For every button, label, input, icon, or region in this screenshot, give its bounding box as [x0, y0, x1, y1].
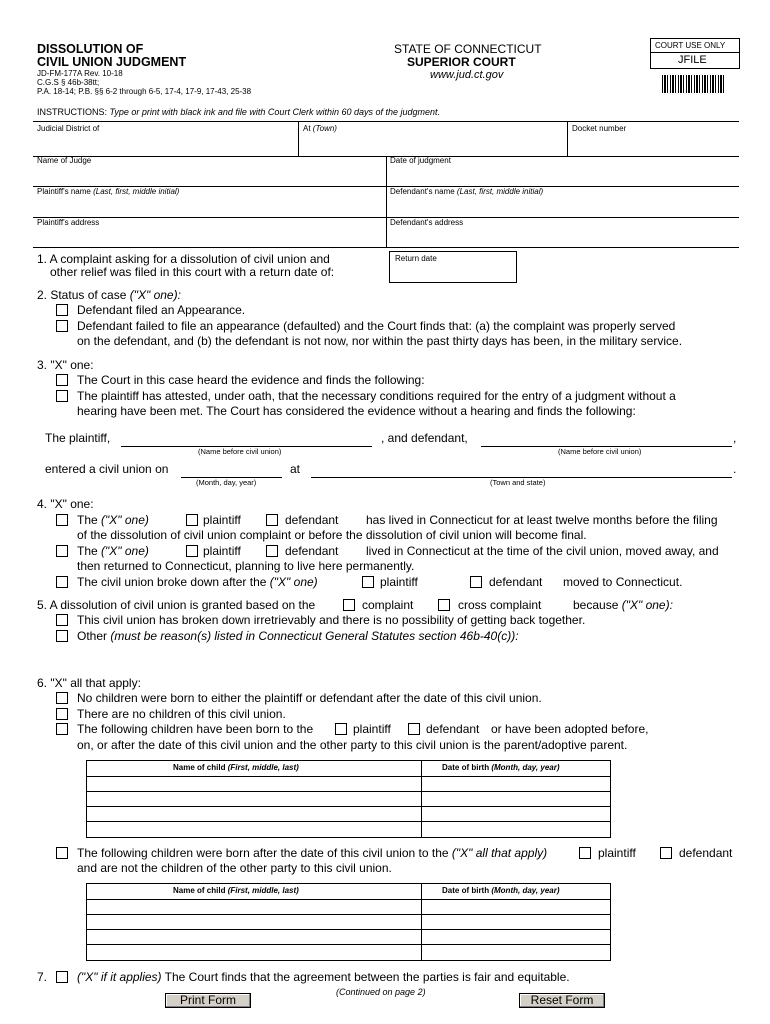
- s4-r3-plaintiff-checkbox[interactable]: [362, 576, 374, 588]
- at-town-label: At (Town): [303, 124, 337, 133]
- s6-opt4-defendant-checkbox[interactable]: [660, 847, 672, 859]
- return-date-label: Return date: [395, 254, 437, 263]
- s3-opt1: The Court in this case heard the evidence and finds the following:: [77, 373, 425, 387]
- s2-opt2a: Defendant failed to file an appearance (defaulted) and the Court finds that: (a) the complaint was properly served: [77, 319, 676, 333]
- court-name: SUPERIOR COURT: [407, 55, 516, 69]
- s1-line2: other relief was filed in this court with a return date of:: [50, 265, 335, 279]
- s4-r2-checkbox[interactable]: [56, 545, 68, 557]
- print-form-button[interactable]: Print Form: [165, 993, 251, 1008]
- s3-and-defendant: , and defendant,: [381, 431, 468, 445]
- s4-r1-defendant: defendant: [285, 513, 339, 527]
- court-use-label: COURT USE ONLY: [655, 41, 726, 50]
- state-name: STATE OF CONNECTICUT: [394, 42, 542, 56]
- children-table-2: [86, 883, 611, 961]
- s5-broken-down-checkbox[interactable]: [56, 614, 68, 626]
- s3-period: .: [733, 462, 737, 476]
- s6-opt4-defendant: defendant: [679, 846, 733, 860]
- jfile-label: JFILE: [678, 54, 707, 66]
- return-date-field[interactable]: [389, 251, 517, 283]
- s3-entered: entered a civil union on: [45, 462, 169, 476]
- plaintiff-address-label: Plaintiff's address: [37, 218, 100, 227]
- s4-r3-checkbox[interactable]: [56, 576, 68, 588]
- s4-r2b: then returned to Connecticut, planning to live here permanently.: [77, 559, 415, 573]
- defendant-name-hint: (Name before civil union): [558, 447, 642, 456]
- s4-r1-plaintiff-checkbox[interactable]: [186, 514, 198, 526]
- s6-no-children-born-checkbox[interactable]: [56, 692, 68, 704]
- s4-r2-plaintiff: plaintiff: [203, 544, 241, 558]
- s6-opt4a: The following children were born after the date of this civil union to the ("X" all that apply): [77, 846, 548, 860]
- s6-opt4-plaintiff: plaintiff: [598, 846, 636, 860]
- s6-opt4b: and are not the children of the other party to this civil union.: [77, 861, 392, 875]
- s6-children-born-checkbox[interactable]: [56, 723, 68, 735]
- s5-opt2: Other (must be reason(s) listed in Connecticut General Statutes section 46b-40(c)):: [77, 629, 519, 643]
- s4-r1b: of the dissolution of civil union complaint or before the dissolution of civil union will become final.: [77, 528, 587, 542]
- barcode-image: [662, 75, 724, 93]
- s3-opt2a: The plaintiff has attested, under oath, that the necessary conditions required for the entry of a judgment without a: [77, 389, 676, 403]
- s3-comma: ,: [733, 431, 737, 445]
- plaintiff-name-label: Plaintiff's name (Last, first, middle initial): [37, 187, 180, 196]
- s6-opt3-defendant: defendant: [426, 722, 480, 736]
- reset-form-button[interactable]: Reset Form: [519, 993, 605, 1008]
- s4-r1a: has lived in Connecticut for at least twelve months before the filing: [366, 513, 718, 527]
- s5-cross-complaint: cross complaint: [458, 598, 542, 612]
- s4-r3a: The civil union broke down after the ("X" one): [77, 575, 318, 589]
- form-title-line1: DISSOLUTION OF: [37, 42, 144, 56]
- table2-col-dob: Date of birth (Month, day, year): [442, 886, 560, 895]
- s4-r2-defendant-checkbox[interactable]: [266, 545, 278, 557]
- s6-opt4-plaintiff-checkbox[interactable]: [579, 847, 591, 859]
- s4-r2a: lived in Connecticut at the time of the civil union, moved away, and: [366, 544, 719, 558]
- s6-children-after-checkbox[interactable]: [56, 847, 68, 859]
- s5-heading: 5. A dissolution of civil union is granted based on the: [37, 598, 316, 612]
- s2-heading: 2. Status of case ("X" one):: [37, 288, 181, 302]
- s6-no-children-checkbox[interactable]: [56, 708, 68, 720]
- s4-heading: 4. "X" one:: [37, 497, 94, 511]
- s3-opt2b: hearing have been met. The Court has considered the evidence without a hearing and finds the following:: [77, 404, 636, 418]
- defendant-name-label: Defendant's name (Last, first, middle initial): [390, 187, 544, 196]
- instructions-label: INSTRUCTIONS:: [37, 107, 108, 117]
- s6-opt2: There are no children of this civil union.: [77, 707, 286, 721]
- s2-opt2b: on the defendant, and (b) the defendant is not now, nor within the past thirty days has been, in the military service.: [77, 334, 683, 348]
- s5-complaint: complaint: [362, 598, 414, 612]
- s6-opt3-plaintiff-checkbox[interactable]: [335, 723, 347, 735]
- s5-other-checkbox[interactable]: [56, 630, 68, 642]
- form-number: JD-FM-177A Rev. 10-18: [37, 69, 123, 78]
- continued-note: (Continued on page 2): [336, 987, 426, 997]
- s5-cross-complaint-checkbox[interactable]: [438, 599, 450, 611]
- s7-text: ("X" if it applies) The Court finds that the agreement between the parties is fair and equitable.: [77, 970, 570, 984]
- table2-col-name: Name of child (First, middle, last): [173, 886, 299, 895]
- s4-r3b: moved to Connecticut.: [563, 575, 683, 589]
- s7-agreement-checkbox[interactable]: [56, 971, 68, 983]
- s4-r1-the: The ("X" one): [77, 513, 149, 527]
- statute-cgs: C.G.S § 46b-38tt;: [37, 78, 100, 87]
- s2-appearance-checkbox[interactable]: [56, 304, 68, 316]
- s4-r1-checkbox[interactable]: [56, 514, 68, 526]
- s6-heading: 6. "X" all that apply:: [37, 676, 141, 690]
- s2-opt1: Defendant filed an Appearance.: [77, 303, 246, 317]
- s5-because: because ("X" one):: [573, 598, 673, 612]
- docket-number-label: Docket number: [572, 124, 627, 133]
- s3-the-plaintiff: The plaintiff,: [45, 431, 111, 445]
- s4-r1-plaintiff: plaintiff: [203, 513, 241, 527]
- s6-opt3b: or have been adopted before,: [491, 722, 649, 736]
- table1-col-dob: Date of birth (Month, day, year): [442, 763, 560, 772]
- plaintiff-name-hint: (Name before civil union): [198, 447, 282, 456]
- s5-complaint-checkbox[interactable]: [343, 599, 355, 611]
- instructions: [37, 107, 440, 117]
- s7-number: 7.: [37, 970, 48, 984]
- s5-opt1: This civil union has broken down irretrievably and there is no possibility of getting back together.: [77, 613, 586, 627]
- s4-r1-defendant-checkbox[interactable]: [266, 514, 278, 526]
- judicial-district-label: Judicial District of: [37, 124, 100, 133]
- s2-defaulted-checkbox[interactable]: [56, 320, 68, 332]
- instructions-text: Type or print with black ink and file with Court Clerk within 60 days of the judgment.: [109, 107, 441, 117]
- statute-pa: P.A. 18-14; P.B. §§ 6-2 through 6-5, 17-4, 17-9, 17-43, 25-38: [37, 87, 252, 96]
- s4-r3-defendant: defendant: [489, 575, 543, 589]
- s4-r2-the: The ("X" one): [77, 544, 149, 558]
- defendant-address-label: Defendant's address: [390, 218, 464, 227]
- children-table-1: [86, 760, 611, 838]
- court-use-box: [650, 38, 740, 69]
- s4-r2-defendant: defendant: [285, 544, 339, 558]
- form-title-line2: CIVIL UNION JUDGMENT: [37, 55, 187, 69]
- town-hint: (Town and state): [490, 478, 546, 487]
- s3-at: at: [290, 462, 301, 476]
- s1-line1: 1. A complaint asking for a dissolution of civil union and: [37, 252, 330, 266]
- s6-opt3a: The following children have been born to the: [77, 722, 314, 736]
- court-website: www.jud.ct.gov: [430, 69, 504, 81]
- s3-heading: 3. "X" one:: [37, 358, 94, 372]
- s3-attested-checkbox[interactable]: [56, 390, 68, 402]
- date-hint: (Month, day, year): [196, 478, 257, 487]
- date-of-judgment-label: Date of judgment: [390, 156, 451, 165]
- table1-col-name: Name of child (First, middle, last): [173, 763, 299, 772]
- s4-r3-defendant-checkbox[interactable]: [470, 576, 482, 588]
- judge-name-label: Name of Judge: [37, 156, 92, 165]
- s3-heard-evidence-checkbox[interactable]: [56, 374, 68, 386]
- s4-r2-plaintiff-checkbox[interactable]: [186, 545, 198, 557]
- s6-opt1: No children were born to either the plaintiff or defendant after the date of this civil union.: [77, 691, 542, 705]
- s6-opt3-defendant-checkbox[interactable]: [408, 723, 420, 735]
- s6-opt3-plaintiff: plaintiff: [353, 722, 391, 736]
- s6-opt3c: on, or after the date of this civil union and the other party to this civil union is the parent/adoptive parent.: [77, 738, 628, 752]
- s4-r3-plaintiff: plaintiff: [380, 575, 418, 589]
